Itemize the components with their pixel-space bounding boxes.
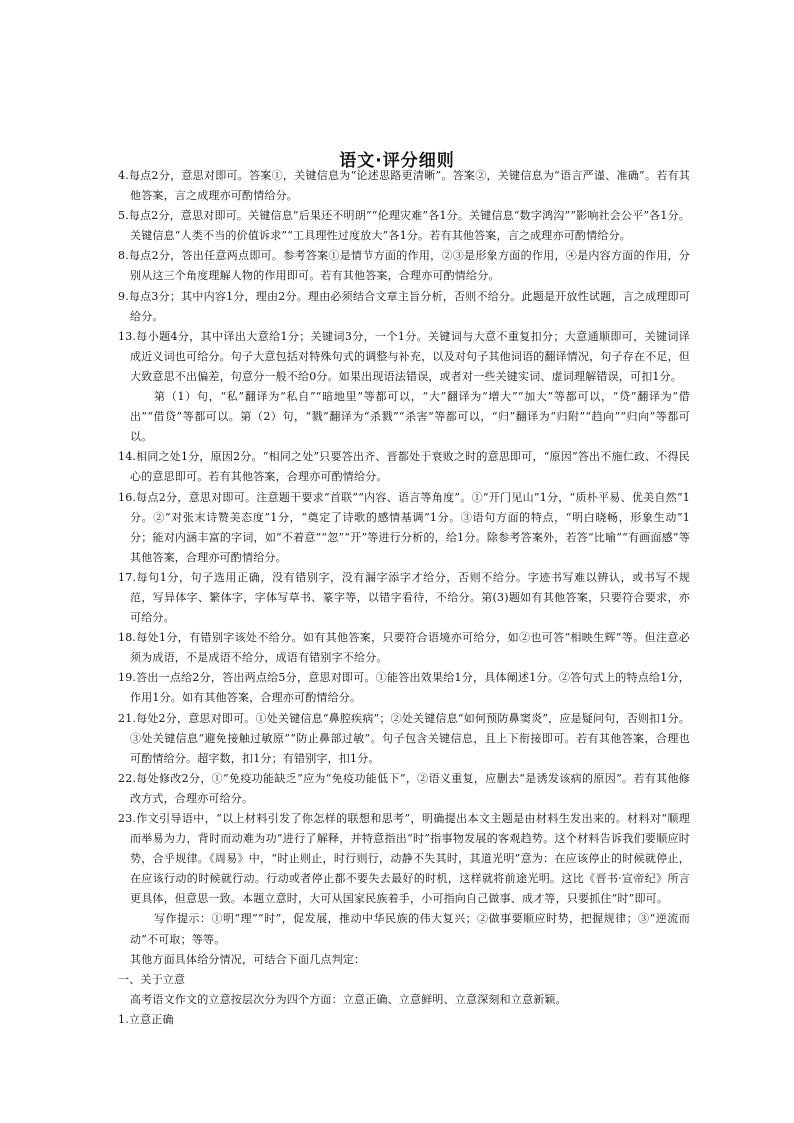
scoring-rules-body — [118, 166, 690, 1030]
rule-item-19: 19.答出一点给2分，答出两点给5分，意思对即可。①能答出效果给1分，具体阐述1分。②答句式上的特点给1分，作用1分。如有其他答案，合理亦可酌情给分。 — [118, 671, 690, 705]
subsection-heading-correct-topic: 1.立意正确 — [118, 1012, 174, 1026]
rule-item-23: 23.作文引导语中，“以上材料引发了你怎样的联想和思考”，明确提出本文主题是由材料生发出来的。材料对“顺理而举易为力，背时而动难为功”进行了解释，并特意指出“时”指事物发展的客观趋势。这个材料告诉我们要顺应时势，合乎规律。《周易》中，“时止则止，时行则行，动静不失其时，其道光明”意为：在应该停止的时候就停止，在应该行动的时候就行动。行动或者停止都不要失去最好的时机，这样就将前途光明。这比《晋书·宣帝纪》所言更具体，但意思一致。本题立意时，大可从国家民族着手，小可指向自己做事、成才等，只要抓住“时”即可。 — [118, 812, 690, 906]
rule-item-4: 4.每点2分，意思对即可。答案①，关键信息为“论述思路更清晰”。答案②，关键信息为“语言严谨、准确”。若有其他答案，言之成理亦可酌情给分。 — [118, 169, 690, 203]
writing-hint: 写作提示：①明“理”“时”，促发展，推动中华民族的伟大复兴；②做事要顺应时势，把握规律；③“逆流而动”不可取；等等。 — [130, 912, 690, 946]
rule-item-21: 21.每处2分，意思对即可。①处关键信息“鼻腔疾病”；②处关键信息“如何预防鼻窦炎”，应是疑问句，否则扣1分。③处关键信息“避免接触过敏原”“防止鼻部过敏”。句子包含关键信息，且上下衔接即可。若有其他答案，合理也可酌情给分。超字数，扣1分；有错别字，扣1分。 — [118, 711, 690, 765]
page-title: 语文·评分细则 — [339, 151, 455, 171]
rule-item-22: 22.每处修改2分，①“免疫功能缺乏”应为“免疫功能低下”，②语义重复，应删去“是诱发该病的原因”。若有其他修改方式，合理亦可给分。 — [118, 771, 690, 805]
other-scoring-note: 其他方面具体给分情况，可结合下面几点判定： — [130, 952, 366, 966]
rule-item-8: 8.每点2分，答出任意两点即可。参考答案①是情节方面的作用，②③是形象方面的作用，④是内容方面的作用，分别从这三个角度理解人物的作用即可。若有其他答案，合理亦可酌情给分。 — [118, 249, 690, 283]
rule-item-16: 16.每点2分，意思对即可。注意题干要求“首联”“内容、语言等角度”。①“开门见山”1分，“质朴平易、优美自然”1分。②“对张末诗赞美态度”1分，“奠定了诗歌的感情基调”1分。③语句方面的特点，“明白晓畅，形象生动”1分；能对内涵丰富的字词，如“不着意”“忽”“开”等进行分析的，给1分。除参考答案外，若答“比喻”“有画面感”等其他答案，合理亦可酌情给分。 — [118, 490, 690, 564]
section-heading-topic: 一、关于立意 — [118, 972, 186, 986]
rule-item-9: 9.每点3分；其中内容1分，理由2分。理由必须结合文章主旨分析，否则不给分。此题是开放性试题，言之成理即可给分。 — [118, 289, 690, 323]
rule-item-13: 13.每小题4分，其中译出大意给1分；关键词3分，一个1分。关键词与大意不重复扣分；大意通顺即可，关键词译成近义词也可给分。句子大意包括对特殊句式的调整与补充，以及对句子其他词语的翻译情况，句子存在不足，但大致意思不出偏差，句意分一般不给0分。如果出现语法错误，或者对一些关键实词、虚词理解错误，可扣1分。 — [118, 329, 690, 383]
rule-item-13-note: 第（1）句，“私”翻译为“私自”“暗地里”等都可以，“大”翻译为“增大”“加大”等都可以，“贷”翻译为“借出”“借贷”等都可以。第（2）句，“戮”翻译为“杀戮”“杀害”等都可以，“归”翻译为“归附”“趋向”“归向”等都可以。 — [130, 390, 690, 444]
section-topic-text: 高考语文作文的立意按层次分为四个方面：立意正确、立意鲜明、立意深刻和立意新颖。 — [130, 992, 567, 1006]
rule-item-17: 17.每句1分，句子选用正确，没有错别字，没有漏字添字才给分，否则不给分。字迹书写难以辨认，或书写不规范，写异体字、繁体字，字体写草书、篆字等，以错字看待，不给分。第(3)题如有其他答案，只要符合要求，亦可给分。 — [118, 570, 690, 625]
rule-item-14: 14.相同之处1分，原因2分。“相同之处”只要答出齐、晋都处于衰败之时的意思即可，“原因”答出不施仁政、不得民心的意思即可。若有其他答案，合理亦可酌情给分。 — [118, 450, 690, 484]
rule-item-5: 5.每点2分，意思对即可。关键信息“后果还不明朗”“伦理灾难”各1分。关键信息“数字鸿沟”“影响社会公平”各1分。关键信息“人类不当的价值诉求”“工具理性过度放大”各1分。若有其他答案，言之成理亦可酌情给分。 — [118, 209, 690, 243]
rule-item-18: 18.每处1分，有错别字该处不给分。如有其他答案，只要符合语境亦可给分，如②也可答“相映生辉”等。但注意必须为成语，不是成语不给分，成语有错别字不给分。 — [118, 631, 690, 665]
